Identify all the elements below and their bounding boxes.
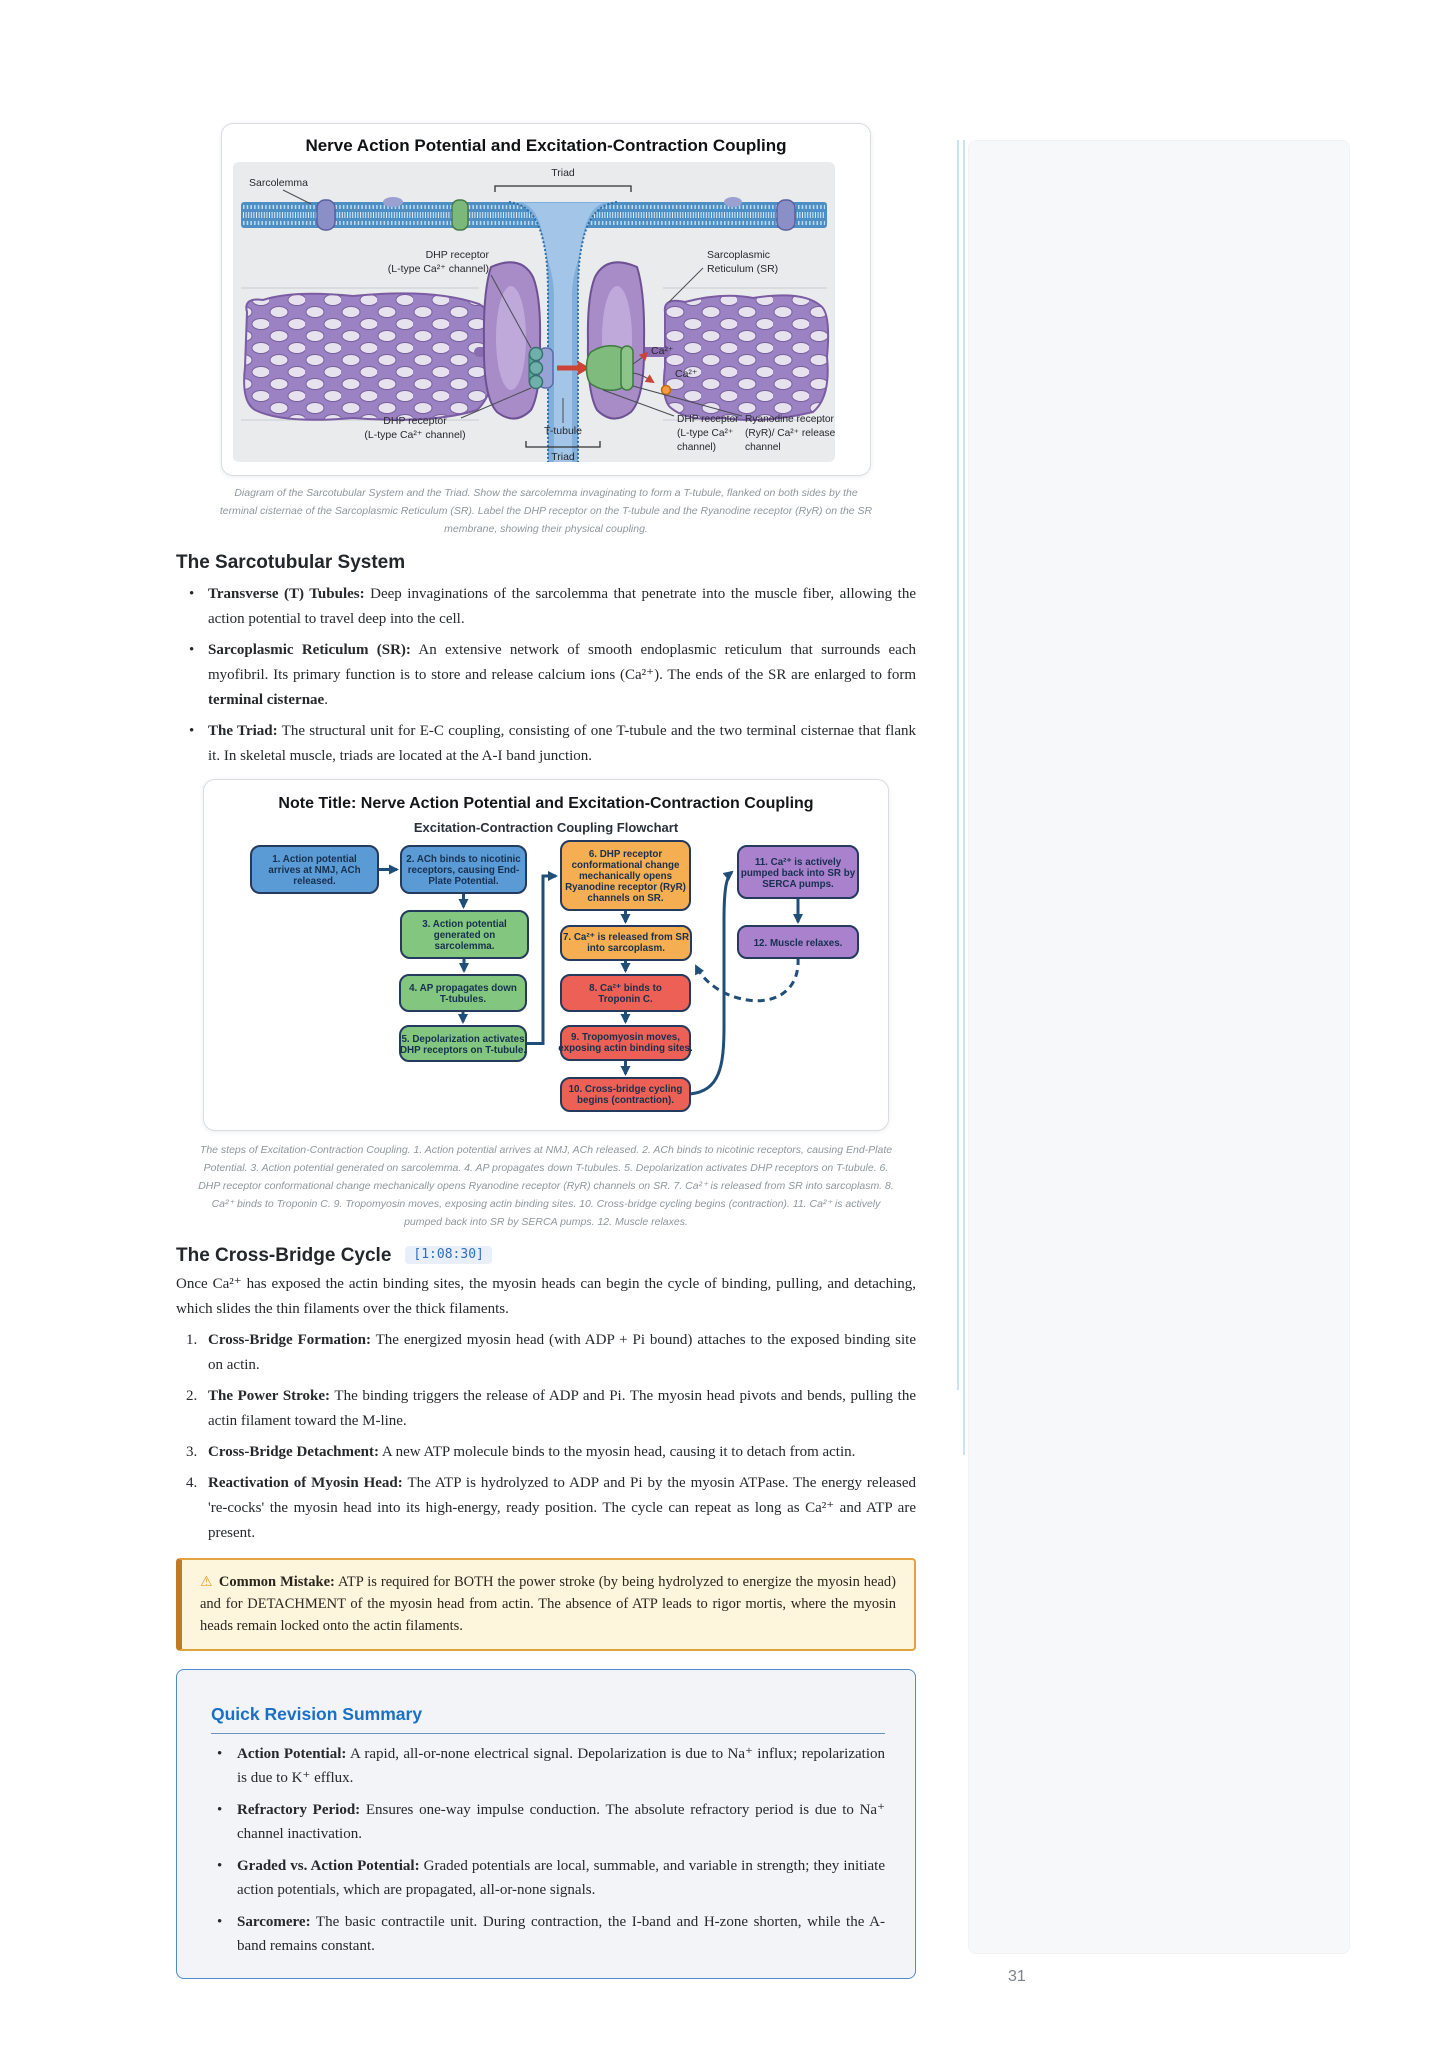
ecc-flowchart (204, 780, 888, 1125)
calcium-label-2: Ca²⁺ (675, 368, 698, 380)
relaxation-loop-dashed-arrow (696, 958, 798, 1001)
flowchart-title: Note Title: Nerve Action Potential and Excitation-Contraction Coupling (278, 795, 814, 812)
cross-bridge-intro: Once Ca²⁺ has exposed the actin binding sites, the myosin heads can begin the cycle of binding, pulling, and detaching, which slides the thin filaments over the thick filaments. (176, 1276, 916, 1317)
section-heading-text: The Cross-Bridge Cycle (176, 1245, 392, 1266)
svg-text:12. Muscle relaxes.: 12. Muscle relaxes. (753, 938, 843, 949)
flowchart-caption: The steps of Excitation-Contraction Coupling. 1. Action potential arrives at NMJ, ACh released. 2. ACh binds to nicotinic receptors, causing End-Plate Potential. 3. Action potential generated on sarcolemma. 4. AP propagates down T-tubules. 5. Depolarization activates DHP receptors on T-tubule. 6. DHP receptor conformational change mechanically opens Ryanodine receptor (RyR) channels on SR. 7. Ca²⁺ is released from SR into sarcoplasm. 8. Ca²⁺ binds to Troponin C. 9. Tropomyosin moves, exposing actin binding sites. 10. Cross-bridge cycling begins (contraction). 11. Ca²⁺ is actively pumped back into SR by SERCA pumps. 12. Muscle relaxes. (198, 1144, 894, 1228)
membrane-channel-purple-left (317, 200, 335, 230)
flowchart-box-9 (558, 1026, 693, 1060)
svg-text:10. Cross-bridge cyclingbegins: 10. Cross-bridge cycling begins (contraction). (568, 1084, 683, 1106)
sarcotubular-list (176, 582, 916, 769)
step-item: The Power Stroke: The binding triggers the release of ADP and Pi. The myosin head pivots and bends, pulling the actin filament toward the M-line. (208, 1388, 917, 1429)
timestamp-badge[interactable]: [1:08:30] (405, 1246, 491, 1264)
quick-revision-summary-card (176, 1669, 916, 1979)
flowchart-box-11 (738, 846, 858, 898)
dhp-receptor-complex (529, 348, 553, 389)
summary-item: • Graded vs. Action Potential: Graded potentials are local, summable, and variable in strength; they initiate action potentials, which are propagated, all-or-none signals. (211, 1854, 885, 1902)
flowchart-box-12 (738, 926, 858, 958)
flowchart-figure-card (203, 779, 889, 1131)
triad-top-label: Triad (551, 167, 575, 179)
flowchart-box-2 (401, 846, 526, 893)
summary-heading: Quick Revision Summary (211, 1704, 423, 1724)
svg-text:1. Action potentialarrives at: 1. Action potential arrives at NMJ, ACh released. (268, 854, 361, 887)
cross-bridge-steps (176, 1328, 916, 1546)
figure-caption: Diagram of the Sarcotubular System and the Triad. Show the sarcolemma invaginating to form a T-tubule, flanked on both sides by the terminal cisternae of the Sarcoplasmic Reticulum (SR). Label the DHP receptor on the T-tubule and the Ryanodine receptor (RyR) on the SR membrane, showing their physical coupling. (219, 487, 873, 535)
flowchart-box-10 (561, 1078, 690, 1111)
svg-text:channel): channel) (677, 442, 717, 453)
svg-text:Ryanodine receptor: Ryanodine receptor (745, 414, 834, 425)
membrane-bump-1 (383, 197, 403, 207)
list-item: • Transverse (T) Tubules: Deep invaginations of the sarcolemma that penetrate into the muscle fiber, allowing the action potential to travel deep into the cell. (176, 582, 916, 632)
svg-text:DHP receptor: DHP receptor (677, 414, 739, 425)
svg-text:Sarcoplasmic: Sarcoplasmic (707, 249, 771, 261)
step-item: Reactivation of Myosin Head: The ATP is hydrolyzed to ADP and Pi by the myosin ATPase. The energy released 're-cocks' the myosin head into its high-energy, ready position. The cycle can repeat as long as Ca²⁺ and ATP are present. (208, 1475, 917, 1541)
flowchart-box-8 (561, 975, 690, 1011)
ryanodine-receptor (587, 346, 634, 391)
section-heading-sarcotubular: The Sarcotubular System (176, 552, 406, 573)
summary-item: • Action Potential: A rapid, all-or-none electrical signal. Depolarization is due to Na⁺ influx; repolarization is due to K⁺ efflux. (211, 1742, 885, 1790)
list-item: • The Triad: The structural unit for E-C coupling, consisting of one T-tubule and the two terminal cisternae that flank it. In skeletal muscle, triads are located at the A-I band junction. (176, 719, 916, 769)
svg-text:(L-type Ca²⁺ channel): (L-type Ca²⁺ channel) (387, 263, 489, 275)
svg-text:4. AP propagates downT-tubules: 4. AP propagates down T-tubules. (409, 983, 517, 1005)
sarcotubular-figure-card (221, 123, 871, 476)
svg-text:Reticulum (SR): Reticulum (SR) (707, 263, 779, 275)
flowchart-subtitle: Excitation-Contraction Coupling Flowchart (413, 820, 679, 835)
pane-divider-line-2 (963, 140, 965, 1455)
common-mistake-callout (176, 1558, 916, 1651)
flowchart-box-1 (251, 846, 378, 893)
svg-text:T-tubule: T-tubule (544, 425, 582, 437)
terminal-cisterna-left (484, 262, 540, 418)
side-panel (968, 140, 1350, 1954)
section-heading-cross-bridge (176, 1245, 916, 1267)
flowchart-box-5 (400, 1026, 526, 1061)
svg-text:channel: channel (745, 442, 781, 453)
pane-divider-line-1 (957, 140, 959, 1390)
flowchart-box-3 (401, 911, 528, 958)
membrane-channel-green (452, 200, 468, 230)
summary-item: • Refractory Period: Ensures one-way impulse conduction. The absolute refractory period is due to Na⁺ channel inactivation. (211, 1798, 885, 1846)
svg-text:9. Tropomyosin moves,exposing: 9. Tropomyosin moves, exposing actin binding sites. (558, 1032, 693, 1054)
membrane-channel-purple-right (777, 200, 795, 230)
flowchart-box-6 (561, 841, 690, 910)
figure-title: Nerve Action Potential and Excitation-Contraction Coupling (305, 136, 787, 155)
callout-lead: Common Mistake: (218, 1574, 335, 1590)
step-item: Cross-Bridge Detachment: A new ATP molecule binds to the myosin head, causing it to detach from actin. (208, 1444, 856, 1460)
svg-text:DHP receptor: DHP receptor (425, 249, 489, 261)
svg-text:(L-type Ca²⁺ channel): (L-type Ca²⁺ channel) (364, 429, 466, 441)
sr-network-left (244, 293, 494, 419)
svg-text:11. Ca²⁺ is activelypumped bac: 11. Ca²⁺ is actively pumped back into SR by SERCA pumps. (740, 857, 856, 890)
list-item: • Sarcoplasmic Reticulum (SR): An extensive network of smooth endoplasmic reticulum that surrounds each myofibril. Its primary function is to store and release calcium ions (Ca²⁺). The ends of the SR are enlarged to form terminal cisternae. (176, 638, 916, 713)
summary-list (211, 1742, 885, 1958)
callout-text: ATP is required for BOTH the power stroke (by being hydrolyzed to energize the myosin head) and for DETACHMENT of the myosin head from actin. The absence of ATP leads to rigor mortis, where the myosin heads remain locked onto the actin filaments. (200, 1574, 896, 1634)
svg-text:2. ACh binds to nicotinicrecep: 2. ACh binds to nicotinic receptors, causing End-Plate Potential. (406, 854, 521, 887)
flowchart-box-4 (400, 975, 526, 1011)
warning-icon: ⚠ (200, 1574, 213, 1590)
svg-text:6. DHP receptorconformational: 6. DHP receptor conformational change mechanically opens Ryanodine receptor (RyR) channels on SR. (565, 849, 686, 904)
summary-item: • Sarcomere: The basic contractile unit. During contraction, the I-band and H-zone shorten, while the A-band remains constant. (211, 1910, 885, 1958)
step-item: Cross-Bridge Formation: The energized myosin head (with ADP + Pi bound) attaches to the exposed binding site on actin. (208, 1332, 916, 1373)
calcium-label-1: Ca²⁺ (651, 345, 674, 357)
flowchart-box-7 (561, 926, 691, 960)
svg-text:3. Action potentialgenerated o: 3. Action potential generated on sarcolemma. (422, 919, 507, 952)
summary-divider (211, 1733, 885, 1734)
sarcolemma-label: Sarcolemma (249, 177, 308, 189)
svg-text:8. Ca²⁺ binds toTroponin C.: 8. Ca²⁺ binds to Troponin C. (589, 983, 662, 1005)
sarcotubular-diagram (233, 162, 835, 462)
membrane-bump-2 (724, 197, 742, 207)
svg-text:DHP receptor: DHP receptor (383, 415, 447, 427)
triad-bottom-label: Triad (551, 451, 575, 462)
svg-text:(L-type Ca²⁺: (L-type Ca²⁺ (677, 428, 734, 439)
svg-text:5. Depolarization activatesDHP: 5. Depolarization activates DHP receptors on T-tubule. (399, 1034, 527, 1056)
svg-text:7. Ca²⁺ is released from SRint: 7. Ca²⁺ is released from SR into sarcoplasm. (562, 932, 690, 954)
page-number: 31 (1008, 1968, 1026, 1985)
main-column (176, 123, 916, 1979)
calcium-ion-dot (662, 386, 671, 395)
svg-text:(RyR)/ Ca²⁺ release: (RyR)/ Ca²⁺ release (745, 428, 835, 439)
